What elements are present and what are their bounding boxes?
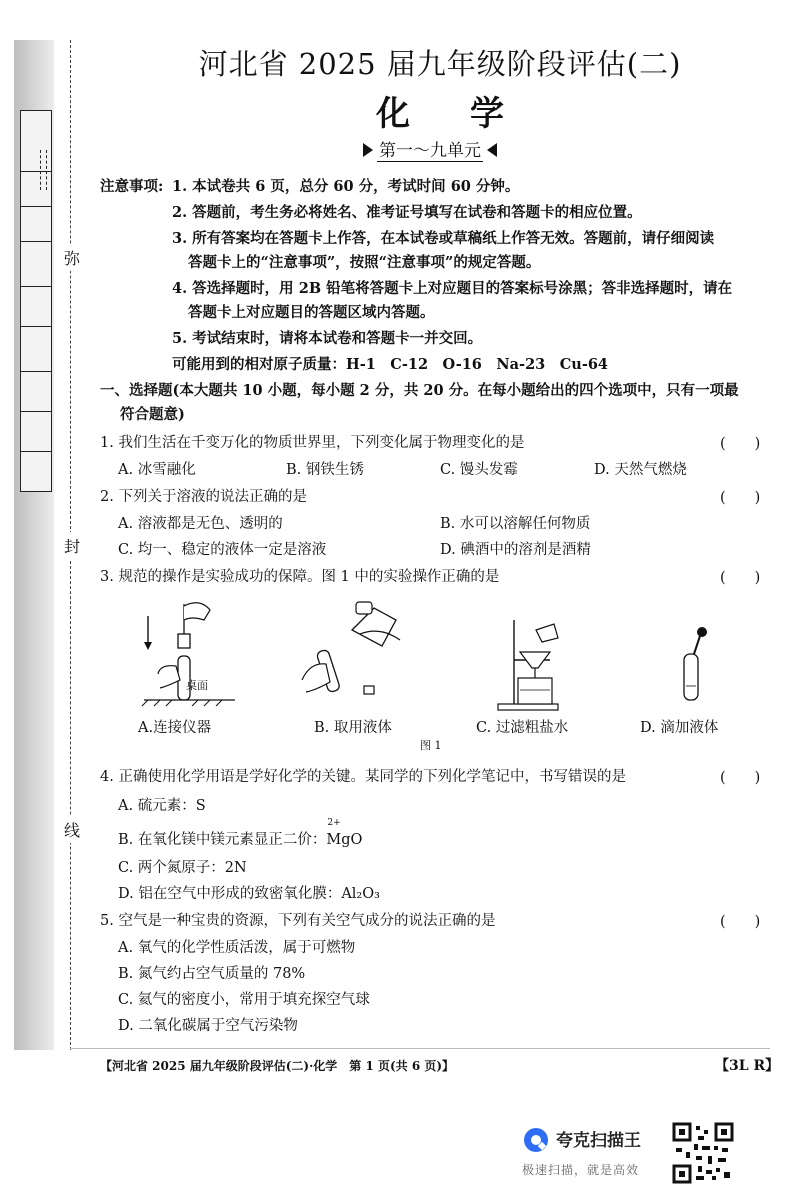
mgo-text: MgO bbox=[326, 832, 363, 848]
figure-a-caption: A.连接仪器 bbox=[138, 720, 212, 736]
dropper-icon bbox=[676, 626, 716, 704]
answer-paren: ( ) bbox=[720, 570, 761, 586]
figure-a-table-label: 桌面 bbox=[186, 679, 208, 692]
binding-dash bbox=[46, 150, 47, 190]
q4-option-d-text: D. 铝在空气中形成的致密氧化膜： bbox=[118, 886, 342, 902]
figure-c-filtering bbox=[492, 616, 572, 712]
note-item: 3. 所有答案均在答题卡上作答，在本试卷或草稿纸上作答无效。答题前，请仔细阅读 bbox=[172, 230, 715, 247]
section-heading-cont: 符合题意) bbox=[120, 406, 185, 423]
note-item: 答题卡上对应题目的答题区域内答题。 bbox=[188, 304, 435, 321]
al2o3-formula: Al₂O₃ bbox=[341, 886, 380, 902]
q2-option-d: D. 碘酒中的溶剂是酒精 bbox=[440, 542, 591, 558]
scanner-slogan: 极速扫描，就是高效 bbox=[522, 1163, 640, 1177]
notes-label: 注意事项: bbox=[100, 178, 164, 195]
footer-code: 【3L R】 bbox=[715, 1058, 780, 1074]
q2-option-c: C. 均一、稳定的液体一定是溶液 bbox=[118, 542, 327, 558]
unit-tag bbox=[330, 136, 530, 161]
q4-option-c: C. 两个氮原子：2N bbox=[118, 860, 247, 876]
filtering-apparatus-icon bbox=[492, 616, 572, 712]
q1-option-c: C. 馒头发霉 bbox=[440, 462, 518, 478]
question-5-stem: 5. 空气是一种宝贵的资源，下列有关空气成分的说法正确的是 bbox=[100, 913, 496, 929]
section-heading: 一、选择题(本大题共 10 小题，每小题 2 分，共 20 分。在每小题给出的四个选项中，只有一项最 bbox=[100, 382, 739, 399]
q5-option-b: B. 氮气约占空气质量的 78% bbox=[118, 966, 306, 982]
unit-label: 第一～九单元 bbox=[379, 141, 481, 161]
q1-option-b: B. 钢铁生锈 bbox=[286, 462, 364, 478]
qr-code-icon bbox=[672, 1122, 734, 1188]
q5-option-c: C. 氦气的密度小，常用于填充探空气球 bbox=[118, 992, 370, 1008]
scanner-app-name: 夸克扫描王 bbox=[556, 1131, 641, 1151]
q5-option-a: A. 氧气的化学性质活泼，属于可燃物 bbox=[118, 940, 356, 956]
figure-d-caption: D. 滴加液体 bbox=[640, 720, 719, 736]
figure-b-take-liquid bbox=[300, 600, 410, 706]
binding-box bbox=[20, 110, 52, 492]
q4-option-d bbox=[118, 882, 380, 903]
triangle-right-icon bbox=[363, 143, 373, 157]
figure-b-caption: B. 取用液体 bbox=[314, 720, 392, 736]
q4-option-b bbox=[118, 818, 363, 849]
answer-paren: ( ) bbox=[720, 770, 761, 786]
answer-paren: ( ) bbox=[720, 436, 761, 452]
mg-charge: 2+ bbox=[327, 818, 341, 828]
footer-page-info: 【河北省 2025 届九年级阶段评估(二)·化学 第 1 页(共 6 页)】 bbox=[100, 1059, 455, 1073]
triangle-left-icon bbox=[487, 143, 497, 157]
figure-c-caption: C. 过滤粗盐水 bbox=[476, 720, 569, 736]
q2-option-a: A. 溶液都是无色、透明的 bbox=[118, 516, 283, 532]
question-1-stem: 1. 我们生活在千变万化的物质世界里，下列变化属于物理变化的是 bbox=[100, 435, 525, 451]
scanner-logo-icon bbox=[522, 1126, 550, 1158]
binding-char-mi: 弥 bbox=[64, 244, 80, 271]
note-item: 答题卡上的“注意事项”，按照“注意事项”的规定答题。 bbox=[188, 254, 541, 271]
atomic-mass-line: 可能用到的相对原子质量：H-1 C-12 O-16 Na-23 Cu-64 bbox=[172, 356, 609, 373]
answer-paren: ( ) bbox=[720, 490, 761, 506]
figure-label: 图 1 bbox=[420, 739, 442, 752]
q1-option-d: D. 天然气燃烧 bbox=[594, 462, 687, 478]
q5-option-d: D. 二氧化碳属于空气污染物 bbox=[118, 1018, 298, 1034]
footer-rule bbox=[70, 1048, 770, 1049]
subject-title: 化学 bbox=[376, 94, 564, 134]
q4-option-a: A. 硫元素：S bbox=[118, 798, 206, 814]
binding-char-xian: 线 bbox=[64, 816, 80, 843]
question-2-stem: 2. 下列关于溶液的说法正确的是 bbox=[100, 489, 307, 505]
exam-title: 河北省 2025 届九年级阶段评估(二) bbox=[198, 47, 682, 81]
binding-dash bbox=[40, 150, 41, 190]
note-item: 5. 考试结束时，请将本试卷和答题卡一并交回。 bbox=[172, 330, 483, 347]
figure-d-drop-liquid bbox=[676, 626, 716, 704]
note-item: 1. 本试卷共 6 页，总分 60 分，考试时间 60 分钟。 bbox=[172, 178, 520, 195]
q2-option-b: B. 水可以溶解任何物质 bbox=[440, 516, 591, 532]
mgo-formula bbox=[326, 818, 363, 848]
note-item: 4. 答选择题时，用 2B 铅笔将答题卡上对应题目的答案标号涂黑；答非选择题时，请在 bbox=[172, 280, 733, 297]
note-item: 2. 答题前，考生务必将姓名、准考证号填写在试卷和答题卡的相应位置。 bbox=[172, 204, 642, 221]
question-3-stem: 3. 规范的操作是实验成功的保障。图 1 中的实验操作正确的是 bbox=[100, 569, 500, 585]
binding-char-feng: 封 bbox=[64, 532, 80, 559]
q1-option-a: A. 冰雪融化 bbox=[118, 462, 196, 478]
question-4-stem: 4. 正确使用化学用语是学好化学的关键。某同学的下列化学笔记中，书写错误的是 bbox=[100, 769, 626, 785]
q4-option-b-text: B. 在氧化镁中镁元素显正二价： bbox=[118, 832, 327, 848]
take-liquid-icon bbox=[300, 600, 410, 706]
answer-paren: ( ) bbox=[720, 914, 761, 930]
